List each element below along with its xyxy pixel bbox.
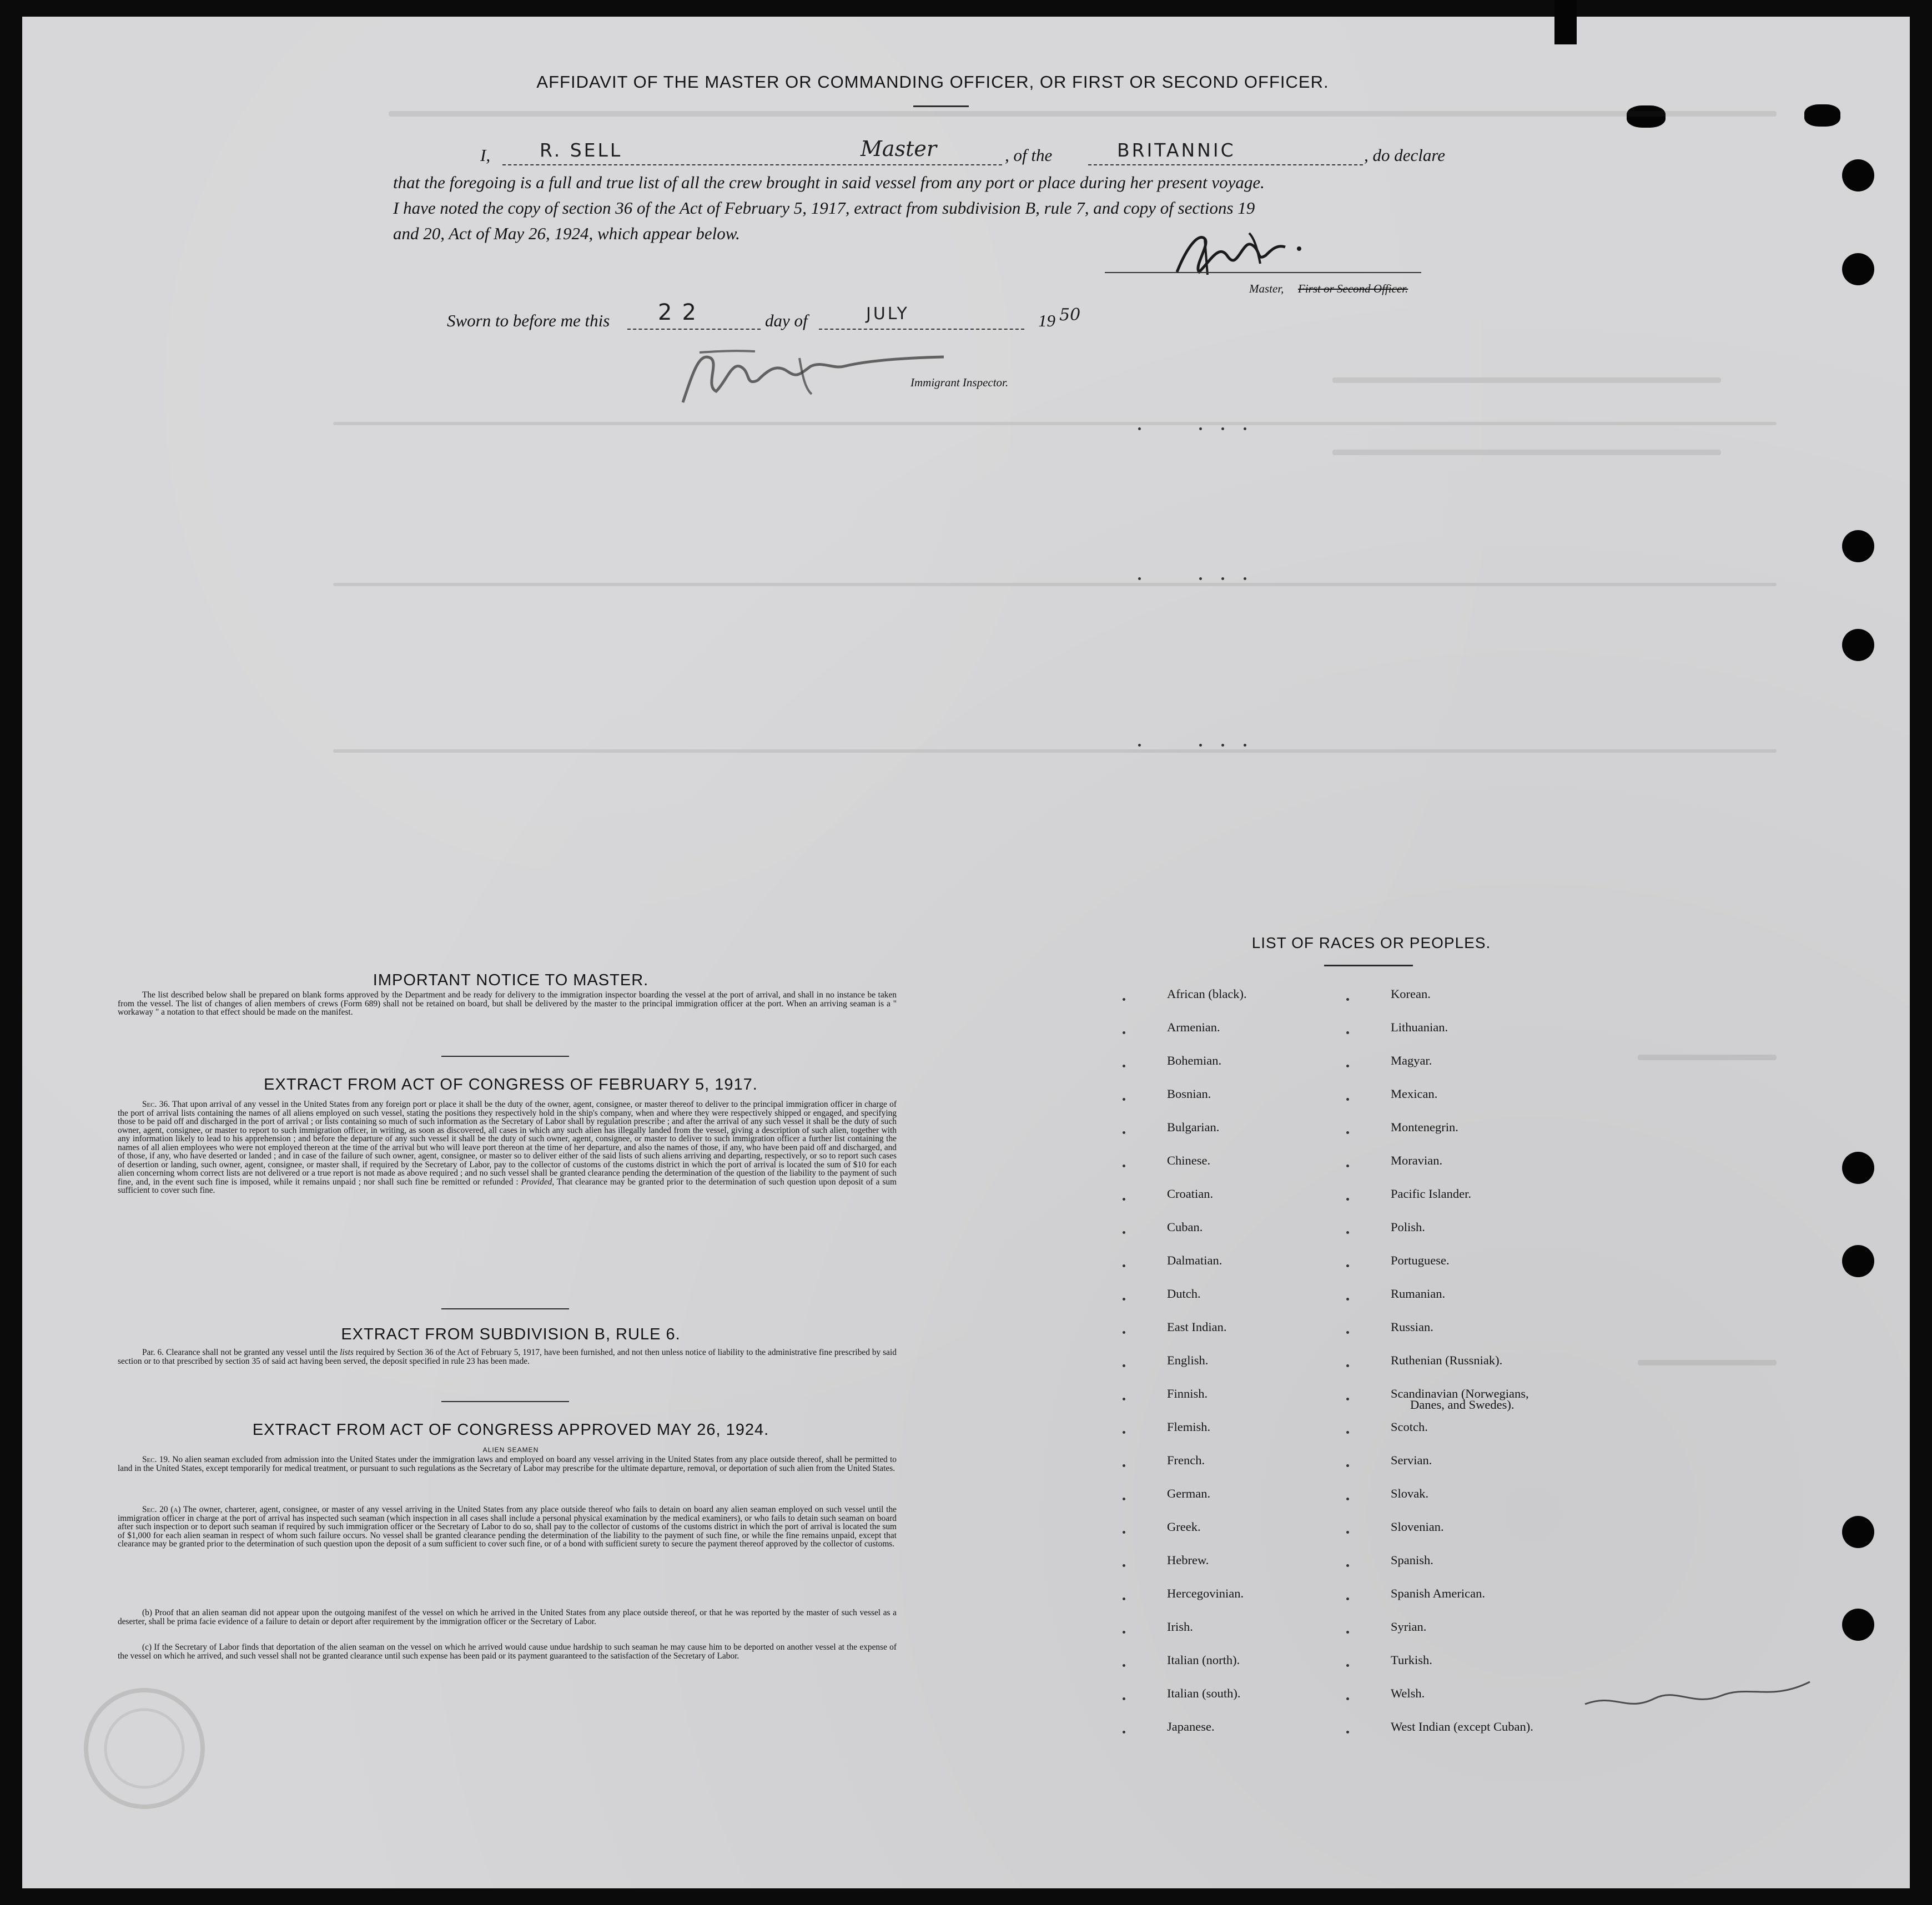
punch-hole bbox=[1842, 1516, 1874, 1548]
race-item: Syrian. bbox=[1391, 1620, 1427, 1634]
sec-19-body: No alien seaman excluded from admission into the United States under the immigration laws and employed on board any vessel arriving in the United States from any place outside thereof, shall be permitted to land in the United States, except temporarily for medical treatment, or pursuant to such regulations as the Secretary of Labor may prescribe for the ultimate departure, removal, or deportation of such alien from the United States. bbox=[118, 1455, 897, 1473]
bleed-through-text bbox=[333, 749, 1777, 753]
guide-dot bbox=[1123, 1231, 1125, 1234]
sec-36-label: Sec. 36. bbox=[142, 1100, 170, 1109]
race-item: East Indian. bbox=[1167, 1320, 1227, 1334]
paper-tear bbox=[1804, 104, 1840, 127]
sec-20c-label: (c) bbox=[142, 1642, 152, 1652]
notice-body: The list described below shall be prepared on blank forms approved by the Department and be ready for delivery to the immigration inspector boarding the vessel at the port of arrival, and shall in no instance be taken from the vessel. The list of changes of alien members of crews (Form 689) shall not be retained on board, but shall be delivered by the master to the principal immigration officer at the port. When an arriving seaman is a " workaway " a notation to that effect should be made on the manifest. bbox=[118, 990, 897, 1017]
day-of-text: day of bbox=[765, 311, 808, 330]
year-prefix: 19 bbox=[1038, 311, 1055, 330]
proviso-label: Provided, bbox=[521, 1177, 555, 1187]
race-item: Moravian. bbox=[1391, 1153, 1443, 1167]
race-item: Armenian. bbox=[1167, 1020, 1220, 1034]
race-item: Slovenian. bbox=[1391, 1520, 1444, 1534]
guide-dot bbox=[1123, 1131, 1125, 1134]
race-item: Servian. bbox=[1391, 1453, 1432, 1467]
punch-hole bbox=[1842, 1609, 1874, 1641]
race-item: Welsh. bbox=[1391, 1686, 1425, 1700]
sworn-text: Sworn to before me this bbox=[447, 311, 610, 330]
sworn-day: 22 bbox=[658, 300, 706, 325]
guide-dot bbox=[1123, 1398, 1125, 1400]
bleed-through-text bbox=[1332, 377, 1721, 383]
vessel-line bbox=[1088, 163, 1363, 165]
race-item: Pacific Islander. bbox=[1391, 1187, 1471, 1201]
guide-dot bbox=[1199, 577, 1202, 580]
punch-hole bbox=[1842, 159, 1874, 191]
declaration-line-2: that the foregoing is a full and true list of all the crew brought in said vessel from any port or place during her present voyage. bbox=[393, 173, 1265, 192]
rule6-body-end: required by Section 36 of the Act of February 5, 1917, have been furnished, and not then unless notice of liability to the administrative fine prescribed by said section or to that prescribed by section 35 of said act having been served, the deposit specified in rule 23 has been made. bbox=[118, 1348, 897, 1366]
guide-dot bbox=[1346, 1231, 1349, 1234]
of-the-text: , of the bbox=[1005, 145, 1053, 165]
signature-caption-master: Master, bbox=[1249, 282, 1284, 295]
guide-dot bbox=[1123, 1697, 1125, 1700]
race-item: Hebrew. bbox=[1167, 1553, 1209, 1567]
guide-dot bbox=[1346, 1264, 1349, 1267]
race-item: Bulgarian. bbox=[1167, 1120, 1220, 1134]
sec-20-text bbox=[118, 1505, 897, 1549]
guide-dot bbox=[1346, 1498, 1349, 1500]
sec-19-text bbox=[118, 1455, 897, 1473]
race-item: Flemish. bbox=[1167, 1420, 1211, 1434]
race-item: Ruthenian (Russniak). bbox=[1391, 1353, 1503, 1367]
sworn-month-line bbox=[819, 327, 1024, 330]
guide-dot bbox=[1123, 1631, 1125, 1634]
guide-dot bbox=[1123, 1498, 1125, 1500]
bleed-through-text bbox=[333, 422, 1777, 425]
race-item: Bohemian. bbox=[1167, 1054, 1222, 1067]
guide-dot bbox=[1346, 1298, 1349, 1301]
guide-dot bbox=[1123, 1165, 1125, 1167]
guide-dot bbox=[1346, 1098, 1349, 1101]
punch-hole bbox=[1842, 530, 1874, 562]
guide-dot bbox=[1123, 1331, 1125, 1334]
race-item: Korean. bbox=[1391, 987, 1431, 1001]
bleed-through-text bbox=[1638, 1055, 1777, 1060]
race-item: Turkish. bbox=[1391, 1653, 1432, 1667]
punch-hole bbox=[1842, 253, 1874, 285]
paper-tear bbox=[1627, 105, 1666, 128]
paper-tear bbox=[1554, 0, 1577, 44]
bleed-through-text bbox=[333, 583, 1777, 586]
rule6-body-start: Clearance shall not be granted any vessel until the bbox=[165, 1348, 338, 1357]
race-item: Dutch. bbox=[1167, 1287, 1201, 1301]
race-scandinavian-continued: Danes, and Swedes). bbox=[1410, 1398, 1515, 1412]
alien-seamen-subtitle: ALIEN SEAMEN bbox=[482, 1446, 539, 1454]
guide-dot bbox=[1244, 744, 1246, 747]
race-item: French. bbox=[1167, 1453, 1205, 1467]
extract-1924-title: EXTRACT FROM ACT OF CONGRESS APPROVED MAY 26, 1924. bbox=[252, 1421, 769, 1439]
race-item: Scotch. bbox=[1391, 1420, 1428, 1434]
sec-20b-text bbox=[118, 1609, 897, 1626]
guide-dot bbox=[1199, 744, 1202, 747]
guide-dot bbox=[1123, 1664, 1125, 1667]
declarant-rank: Master bbox=[861, 137, 937, 161]
guide-dot bbox=[1346, 1398, 1349, 1400]
guide-dot bbox=[1346, 1364, 1349, 1367]
vessel-name: BRITANNIC bbox=[1117, 139, 1236, 161]
inspector-signature bbox=[666, 336, 955, 414]
bleed-through-text bbox=[1332, 450, 1721, 455]
race-item: English. bbox=[1167, 1353, 1209, 1367]
guide-dot bbox=[1123, 1531, 1125, 1534]
divider bbox=[441, 1308, 569, 1309]
race-item: Italian (south). bbox=[1167, 1686, 1241, 1700]
par-6-label: Par. 6. bbox=[142, 1348, 164, 1357]
race-item: Finnish. bbox=[1167, 1387, 1208, 1400]
guide-dot bbox=[1123, 1298, 1125, 1301]
race-item: Spanish American. bbox=[1391, 1586, 1485, 1600]
race-item: Italian (north). bbox=[1167, 1653, 1240, 1667]
sec-20b-body: Proof that an alien seaman did not appear upon the outgoing manifest of the vessel on which he arrived in the United States from any place outside thereof, or that he was reported by the master of such vessel as a deserter, shall be prima facie evidence of a failure to detain or deport after requirement by the immigration officer or the Secretary of Labor. bbox=[118, 1608, 897, 1626]
race-item: Cuban. bbox=[1167, 1220, 1203, 1234]
declaration-line-3: I have noted the copy of section 36 of the Act of February 5, 1917, extract from subdivision B, rule 7, and copy of sections 19 bbox=[393, 198, 1255, 218]
guide-dot bbox=[1123, 1198, 1125, 1201]
declarant-intro: I, bbox=[480, 145, 491, 165]
sworn-day-line bbox=[627, 327, 761, 330]
faint-seal bbox=[78, 1682, 211, 1815]
punch-hole bbox=[1842, 1152, 1874, 1184]
race-item: Russian. bbox=[1391, 1320, 1433, 1334]
guide-dot bbox=[1346, 998, 1349, 1001]
inspector-caption: Immigrant Inspector. bbox=[910, 376, 1009, 389]
race-item: Lithuanian. bbox=[1391, 1020, 1448, 1034]
race-item: Mexican. bbox=[1391, 1087, 1438, 1101]
race-item: Montenegrin. bbox=[1391, 1120, 1458, 1134]
guide-dot bbox=[1123, 1098, 1125, 1101]
divider bbox=[441, 1401, 569, 1402]
guide-dot bbox=[1244, 427, 1246, 430]
race-item: Irish. bbox=[1167, 1620, 1193, 1634]
sec-19-label: Sec. 19. bbox=[142, 1455, 170, 1464]
declarant-name: R. SELL bbox=[540, 139, 623, 161]
signature-line bbox=[1105, 272, 1421, 273]
race-item: Dalmatian. bbox=[1167, 1253, 1222, 1267]
extract-1917-title: EXTRACT FROM ACT OF CONGRESS OF FEBRUARY 5, 1917. bbox=[264, 1076, 758, 1093]
guide-dot bbox=[1123, 1731, 1125, 1733]
extract-1917-text bbox=[118, 1100, 897, 1195]
race-item: Slovak. bbox=[1391, 1486, 1429, 1500]
guide-dot bbox=[1123, 1597, 1125, 1600]
guide-dot bbox=[1346, 1131, 1349, 1134]
signature-caption-struck: First or Second Officer. bbox=[1298, 282, 1408, 295]
race-item: Japanese. bbox=[1167, 1720, 1215, 1733]
race-item: African (black). bbox=[1167, 987, 1247, 1001]
sec-20-label: Sec. 20 (a) bbox=[142, 1505, 181, 1514]
guide-dot bbox=[1138, 427, 1141, 430]
divider bbox=[441, 1056, 569, 1057]
guide-dot bbox=[1346, 1198, 1349, 1201]
guide-dot bbox=[1199, 427, 1202, 430]
race-item: German. bbox=[1167, 1486, 1211, 1500]
guide-dot bbox=[1244, 577, 1246, 580]
year-suffix: 50 bbox=[1059, 305, 1081, 325]
guide-dot bbox=[1221, 577, 1224, 580]
guide-dot bbox=[1346, 1664, 1349, 1667]
declarant-name-line bbox=[502, 163, 1002, 165]
guide-dot bbox=[1346, 1464, 1349, 1467]
sec-20c-body: If the Secretary of Labor finds that deportation of the alien seaman on the vessel on which he arrived would cause undue hardship to such seaman he may cause him to be deported on another vessel at the expense of the vessel on which he arrived, and such vessel shall not be granted clearance until such expense has been paid or its payment guaranteed to the satisfaction of the Secretary of Labor. bbox=[118, 1642, 897, 1661]
races-title: LIST OF RACES OR PEOPLES. bbox=[1251, 934, 1491, 951]
guide-dot bbox=[1123, 1264, 1125, 1267]
sworn-month: JULY bbox=[866, 304, 909, 324]
guide-dot bbox=[1123, 1031, 1125, 1034]
bleed-through-text bbox=[389, 111, 1777, 117]
sec-20c-text bbox=[118, 1643, 897, 1660]
race-item: Hercegovinian. bbox=[1167, 1586, 1244, 1600]
guide-dot bbox=[1123, 1431, 1125, 1434]
guide-dot bbox=[1346, 1065, 1349, 1067]
guide-dot bbox=[1346, 1031, 1349, 1034]
punch-hole bbox=[1842, 1245, 1874, 1277]
guide-dot bbox=[1221, 427, 1224, 430]
rule6-lists-word: lists bbox=[340, 1348, 354, 1357]
punch-hole bbox=[1842, 629, 1874, 661]
notice-title: IMPORTANT NOTICE TO MASTER. bbox=[373, 971, 649, 989]
race-item: Rumanian. bbox=[1391, 1287, 1446, 1301]
guide-dot bbox=[1346, 1564, 1349, 1567]
guide-dot bbox=[1346, 1597, 1349, 1600]
race-item: Bosnian. bbox=[1167, 1087, 1211, 1101]
guide-dot bbox=[1221, 744, 1224, 747]
guide-dot bbox=[1346, 1165, 1349, 1167]
race-item: Spanish. bbox=[1391, 1553, 1433, 1567]
guide-dot bbox=[1123, 1065, 1125, 1067]
race-item: Chinese. bbox=[1167, 1153, 1211, 1167]
guide-dot bbox=[1346, 1697, 1349, 1700]
guide-dot bbox=[1346, 1531, 1349, 1534]
race-item: Polish. bbox=[1391, 1220, 1425, 1234]
notice-text bbox=[118, 991, 897, 1017]
guide-dot bbox=[1346, 1631, 1349, 1634]
do-declare-text: , do declare bbox=[1364, 145, 1446, 165]
sec-20b-label: (b) bbox=[142, 1608, 152, 1617]
race-item: Croatian. bbox=[1167, 1187, 1214, 1201]
race-item: Scandinavian (Norwegians, bbox=[1391, 1387, 1529, 1400]
guide-dot bbox=[1123, 998, 1125, 1001]
race-item: Portuguese. bbox=[1391, 1253, 1450, 1267]
guide-dot bbox=[1138, 744, 1141, 747]
title-divider bbox=[913, 105, 969, 107]
guide-dot bbox=[1346, 1731, 1349, 1733]
extract-rule6-title: EXTRACT FROM SUBDIVISION B, RULE 6. bbox=[341, 1326, 681, 1343]
sec-20-body: The owner, charterer, agent, consignee, or master of any vessel arriving in the United States from any place outside thereof who fails to detain on board any alien seaman employed on such vessel until the immigration officer in charge at the port of arrival has inspected such seaman (which inspection in all cases shall include a personal physical examination by the medical examiners), or who fails to detain such seaman on board after such inspection or to deport such seaman if required by such immigration officer or the Secretary of Labor to do so, shall pay to the collector of customs of the customs district in which the port of arrival is located the sum of $1,000 for each alien seaman in respect of whom such failure occurs. No vessel shall be granted clearance pending the determination of the liability to the payment of such fine, or while the fine remains unpaid, except that clearance may be granted prior to the determination of such question upon the deposit of a sum sufficient to cover such fine, or of a bond with sufficient surety to secure the payment thereof approved by the collector of customs. bbox=[118, 1505, 897, 1549]
guide-dot bbox=[1346, 1331, 1349, 1334]
affidavit-title: AFFIDAVIT OF THE MASTER OR COMMANDING OFFICER, OR FIRST OR SECOND OFFICER. bbox=[536, 72, 1329, 92]
races-divider bbox=[1324, 965, 1413, 966]
guide-dot bbox=[1123, 1564, 1125, 1567]
guide-dot bbox=[1346, 1431, 1349, 1434]
sec-36-body: That upon arrival of any vessel in the United States from any foreign port or place it shall be the duty of the owner, agent, consignee, or master thereof to deliver to the principal immigration officer in charge of the port of arrival lists containing the names of all aliens employed on such vessel, stating the positions they respectively hold in the ship's company, when and where they were respectively shipped or engaged, and specifying those to be paid off and discharged in the port of arrival ; or lists containing so much of such information as the Secretary of Labor shall by regulation prescribe ; and after the arrival of any such vessel it shall be the duty of such owner, agent, consignee, or master to report to such immigration officer, in writing, as soon as discovered, all cases in which any such alien has illegally landed from the vessel, giving a description of such alien, together with any information likely to lead to his apprehension ; and before the departure of any such vessel it shall be the duty of such owner, agent, consignee, or master to deliver to such immigration officer a further list containing the names of all alien employees who were not employed thereon at the time of the arrival but who will leave port thereon at the time of her departure, and also the names of those, if any, who have been paid off and discharged, and of those, if any, who have deserted or landed ; and in case of the failure of such owner, agent, consignee, or master so to deliver either of the said lists of such aliens arriving and departing, respectively, or so to report such cases of desertion or landing, such owner, agent, consignee, or master shall, if required by the Secretary of Labor, pay to the collector of customs of the customs district in which the port of arrival is located the sum of $10 for each alien concerning whom correct lists are not delivered or a true report is not made as above required ; and no such vessel shall be granted clearance pending the determination of the question of the liability to the payment of such fine, and, in the event such fine is imposed, while it remains unpaid ; nor shall such fine be remitted or refunded : bbox=[118, 1100, 897, 1187]
race-item: Greek. bbox=[1167, 1520, 1201, 1534]
race-item: Magyar. bbox=[1391, 1054, 1432, 1067]
guide-dot bbox=[1123, 1464, 1125, 1467]
proviso-body: That clearance may be granted prior to the determination of such question upon deposit of a sum sufficient to cover such fine. bbox=[118, 1177, 897, 1195]
bleed-through-text bbox=[1638, 1360, 1777, 1365]
declaration-line-4: and 20, Act of May 26, 1924, which appear below. bbox=[393, 224, 740, 243]
master-signature bbox=[1166, 222, 1332, 283]
race-item: West Indian (except Cuban). bbox=[1391, 1720, 1533, 1733]
guide-dot bbox=[1123, 1364, 1125, 1367]
guide-dot bbox=[1138, 577, 1141, 580]
extract-rule6-text bbox=[118, 1348, 897, 1365]
pen-stroke bbox=[1582, 1671, 1815, 1715]
